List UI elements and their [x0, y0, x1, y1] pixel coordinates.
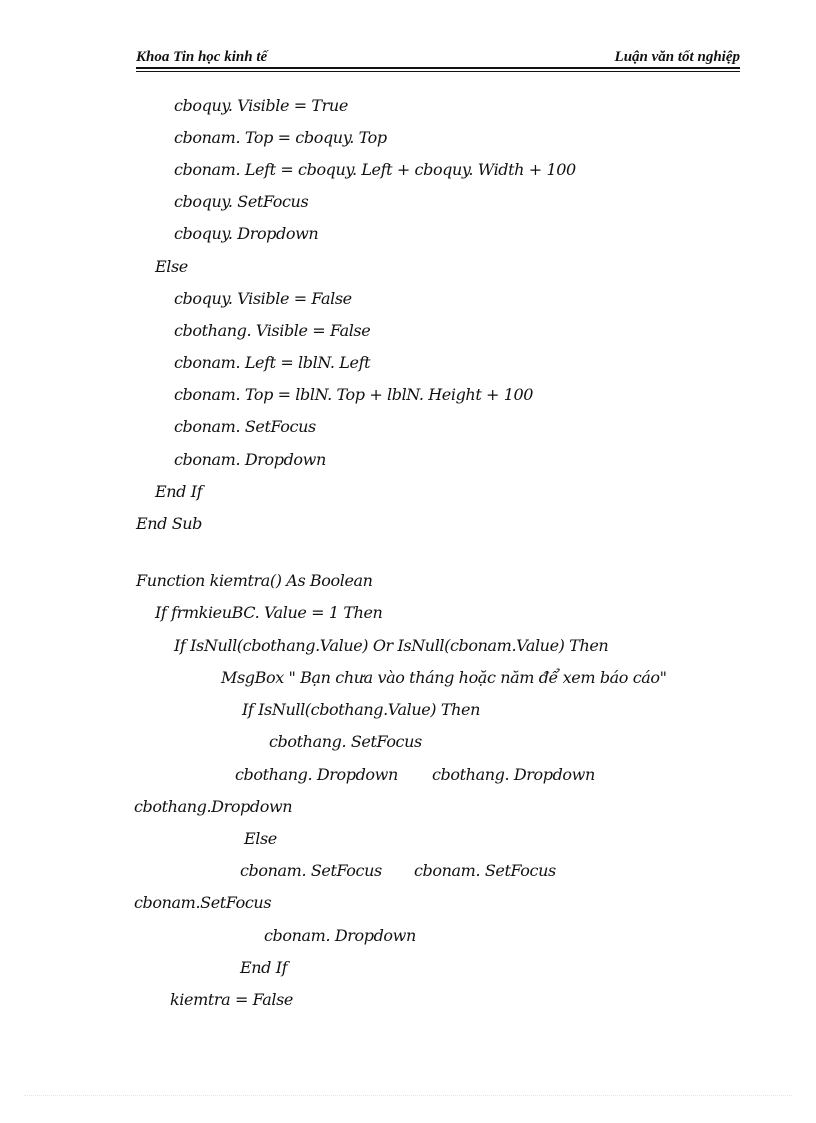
- code-line: cbonam. SetFocus: [240, 861, 382, 880]
- code-line: cbonam. Top = cboquy. Top: [174, 128, 387, 147]
- code-line: End If: [155, 482, 203, 501]
- code-line: If IsNull(cbothang.Value) Or IsNull(cbonam.Value) Then: [174, 636, 609, 655]
- code-line: End Sub: [136, 514, 203, 533]
- code-line: cbonam. SetFocus: [414, 861, 556, 880]
- header-rule-thick: [136, 67, 740, 69]
- code-line: cbothang. Visible = False: [174, 321, 371, 340]
- code-line: cbothang. Dropdown: [235, 765, 398, 784]
- code-line: kiemtra = False: [170, 990, 294, 1009]
- code-line: cbonam. SetFocus: [174, 417, 316, 436]
- code-line: MsgBox " Bạn chưa vào tháng hoặc năm để xem báo cáo": [221, 668, 667, 687]
- code-line: cbonam. Left = cboquy. Left + cboquy. Width + 100: [174, 160, 576, 179]
- code-line: Else: [244, 829, 277, 848]
- code-line: If IsNull(cbothang.Value) Then: [242, 700, 480, 719]
- code-line: Else: [155, 257, 188, 276]
- code-line: cboquy. Visible = False: [174, 289, 352, 308]
- code-line: End If: [240, 958, 288, 977]
- footer-dotted-line: [24, 1095, 792, 1096]
- code-line: cboquy. Visible = True: [174, 96, 348, 115]
- code-line: cboquy. SetFocus: [174, 192, 309, 211]
- page-header: [136, 48, 740, 66]
- code-line: cbonam. Left = lblN. Left: [174, 353, 371, 372]
- header-rule-thin: [136, 71, 740, 72]
- code-line: cboquy. Dropdown: [174, 224, 319, 243]
- code-line: Function kiemtra() As Boolean: [136, 571, 373, 590]
- code-line: cbothang.Dropdown: [134, 797, 293, 816]
- code-line: cbonam. Dropdown: [264, 926, 416, 945]
- header-thesis-title: Luận văn tốt nghiệp: [614, 49, 740, 65]
- code-line: If frmkieuBC. Value = 1 Then: [155, 603, 383, 622]
- code-line: cbonam. Top = lblN. Top + lblN. Height + 100: [174, 385, 534, 404]
- code-line: cbonam. Dropdown: [174, 450, 326, 469]
- code-line: cbonam.SetFocus: [134, 893, 272, 912]
- header-faculty: Khoa Tin học kinh tế: [136, 49, 268, 65]
- code-line: cbothang. SetFocus: [269, 732, 422, 751]
- code-line: cbothang. Dropdown: [432, 765, 595, 784]
